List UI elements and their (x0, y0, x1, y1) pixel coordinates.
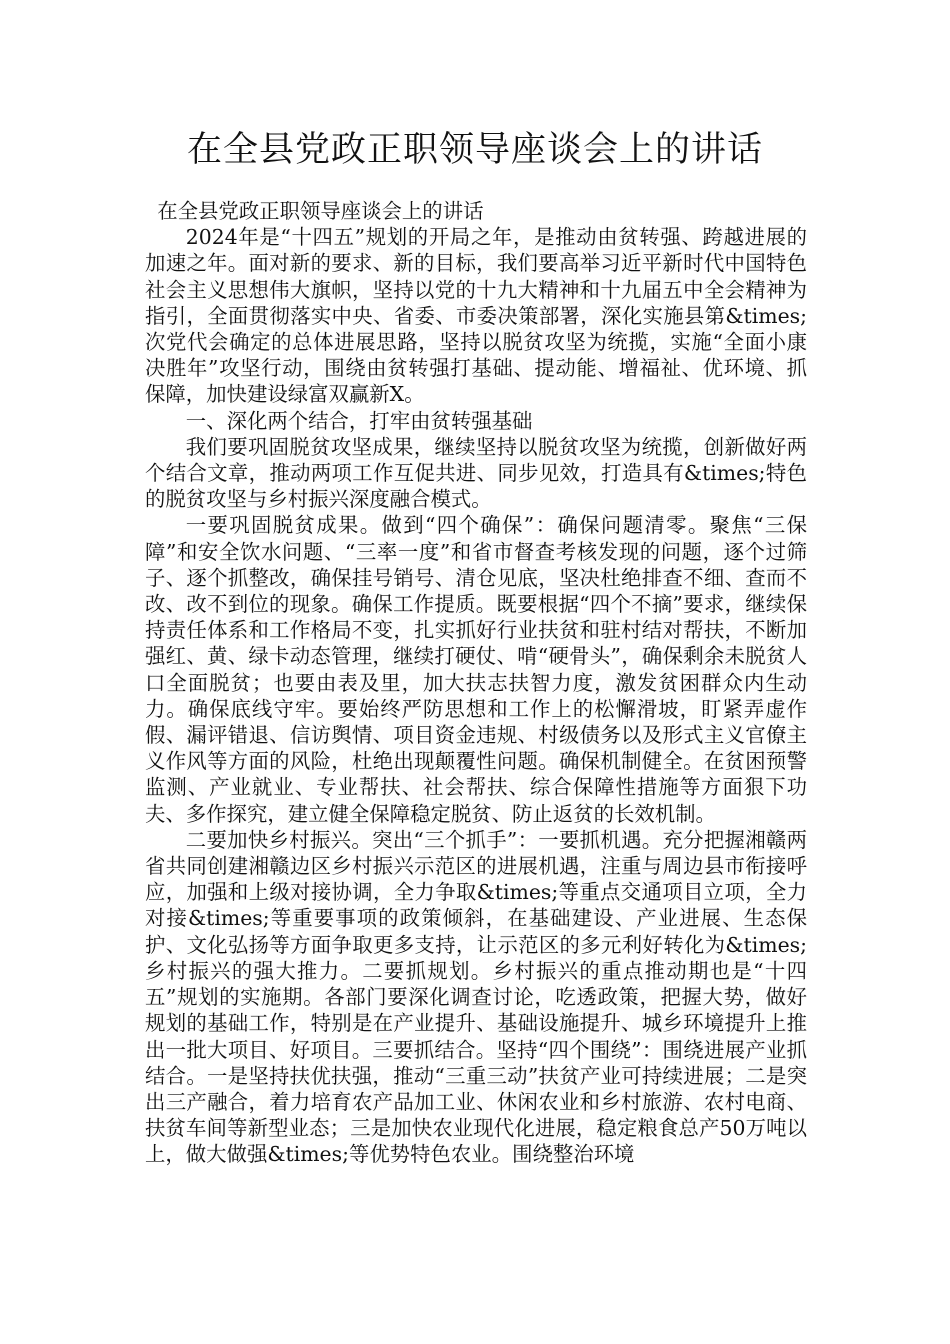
paragraph-rural-revitalization: 二要加快乡村振兴。突出“三个抓手”：一要抓机遇。充分把握湘赣两省共同创建湘赣边区乡村振兴示范区的进展机遇，注重与周边县市衔接呼应，加强和上级对接协调，全力争取&times;等重点交通项目立项，全力对接&times;等重要事项的政策倾斜，在基础建设、产业进展、生态保护、文化弘扬等方面争取更多支持，让示范区的多元利好转化为&times;乡村振兴的强大推力。二要抓规划。乡村振兴的重点推动期也是“十四五”规划的实施期。各部门要深化调查讨论，吃透政策，把握大势，做好规划的基础工作，特别是在产业提升、基础设施提升、城乡环境提升上推出一批大项目、好项目。三要抓结合。坚持“四个围绕”：围绕进展产业抓结合。一是坚持扶优扶强，推动“三重三动”扶贫产业可持续进展；二是突出三产融合，着力培育农产品加工业、休闲农业和乡村旅游、农村电商、扶贫车间等新型业态；三是加快农业现代化进展，稳定粮食总产50万吨以上，做大做强&times;等优势特色农业。围绕整治环境 (145, 827, 807, 1167)
document-subtitle: 在全县党政正职领导座谈会上的讲话 (157, 199, 484, 223)
section-heading-1: 一、深化两个结合，打牢由贫转强基础 (185, 408, 533, 433)
paragraph-consolidate-results: 一要巩固脱贫成果。做到“四个确保”：确保问题清零。聚焦“三保障”和安全饮水问题、“三率一度”和省市督查考核发现的问题，逐个过筛子、逐个抓整改，确保挂号销号、清仓见底，坚决杜绝排查不细、查而不改、改不到位的现象。确保工作提质。既要根据“四个不摘”要求，继续保持责任体系和工作格局不变，扎实抓好行业扶贫和驻村结对帮扶，不断加强红、黄、绿卡动态管理，继续打硬仗、啃“硬骨头”，确保剩余未脱贫人口全面脱贫；也要由表及里，加大扶志扶智力度，激发贫困群众内生动力。确保底线守牢。要始终严防思想和工作上的松懈滑坡，盯紧弄虚作假、漏评错退、信访舆情、项目资金违规、村级债务以及形式主义官僚主义作风等方面的风险，杜绝出现颠覆性问题。确保机制健全。在贫困预警监测、产业就业、专业帮扶、社会帮扶、综合保障性措施等方面狠下功夫、多作探究，建立健全保障稳定脱贫、防止返贫的长效机制。 (145, 513, 807, 826)
paragraph-section-1-intro: 我们要巩固脱贫攻坚成果，继续坚持以脱贫攻坚为统揽，创新做好两个结合文章，推动两项工作互促共进、同步见效，打造具有&times;特色的脱贫攻坚与乡村振兴深度融合模式。 (145, 434, 807, 512)
document-title: 在全县党政正职领导座谈会上的讲话 (186, 130, 763, 170)
paragraph-intro: 2024年是“十四五”规划的开局之年，是推动由贫转强、跨越进展的加速之年。面对新的要求、新的目标，我们要高举习近平新时代中国特色社会主义思想伟大旗帜，坚持以党的十九大精神和十九届五中全会精神为指引，全面贯彻落实中央、省委、市委决策部署，深化实施县第&times;次党代会确定的总体进展思路，坚持以脱贫攻坚为统揽，实施“全面小康决胜年”攻坚行动，围绕由贫转强打基础、提动能、增福祉、优环境、抓保障，加快建设绿富双赢新X。 (145, 225, 807, 407)
document-body (145, 198, 807, 1168)
